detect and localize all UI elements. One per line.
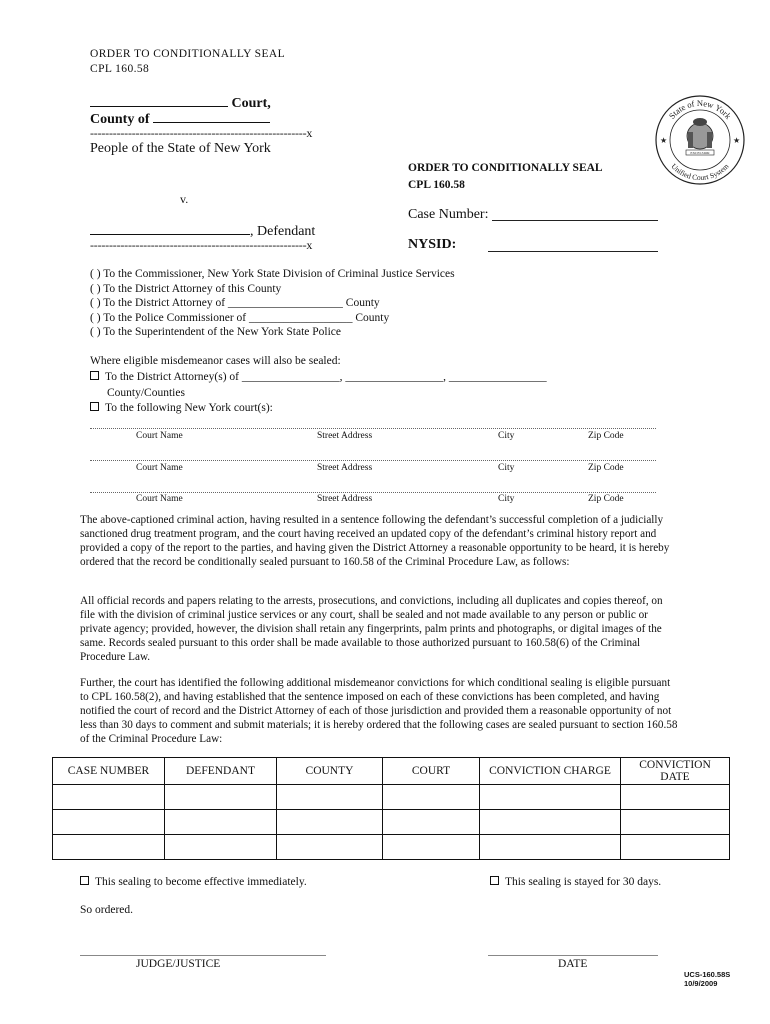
so-ordered: So ordered. [80,904,134,916]
nysid-label: NYSID: [408,237,457,252]
cases-table [52,757,730,860]
court-row-2-street: Street Address [317,494,373,504]
da-checkbox[interactable] [90,371,99,380]
effective-label: This sealing to become effective immediately. [95,876,307,888]
table-cell[interactable] [165,835,277,860]
table-cell[interactable] [165,785,277,810]
table-cell[interactable] [165,810,277,835]
col-conviction-charge: CONVICTION CHARGE [480,758,621,785]
table-cell[interactable] [621,835,730,860]
form-header-statute: CPL 160.58 [90,63,150,75]
court-row-1-name: Court Name [136,463,183,473]
da-row [90,371,547,383]
court-row-1-street: Street Address [317,463,373,473]
right-title: ORDER TO CONDITIONALLY SEAL [408,162,603,174]
court-row-0-city: City [498,431,515,441]
courts-checkbox[interactable] [90,402,99,411]
case-number-field[interactable] [492,220,658,221]
county-blank[interactable] [153,110,270,123]
table-cell[interactable] [383,835,480,860]
table-cell[interactable] [277,810,383,835]
stayed-row [490,876,661,888]
table-row [53,785,730,810]
stayed-checkbox[interactable] [490,876,499,885]
col-defendant: DEFENDANT [165,758,277,785]
svg-text:★: ★ [660,136,668,145]
table-cell[interactable] [480,835,621,860]
seal-banner: EXCELSIOR [690,151,710,155]
cases-table-header [53,758,730,785]
effective-checkbox[interactable] [80,876,89,885]
form-id: UCS-160.58S [684,970,731,979]
col-case-number: CASE NUMBER [53,758,165,785]
table-row [53,810,730,835]
table-cell[interactable] [383,810,480,835]
table-cell[interactable] [480,785,621,810]
courts-label: To the following New York court(s): [105,402,273,414]
court-row-1-line[interactable] [90,460,656,461]
judge-label: JUDGE/JUSTICE [136,958,221,970]
table-cell[interactable] [480,810,621,835]
recipient-item-4[interactable]: ( ) To the Superintendent of the New York State Police [90,326,341,338]
court-row-2-name: Court Name [136,494,183,504]
caption-separator-top: ---------------------------------------------------------x [90,126,313,140]
recipient-item-0[interactable]: ( ) To the Commissioner, New York State Division of Criminal Justice Services [90,268,455,280]
case-number-label: Case Number: [408,207,489,222]
courts-row [90,402,273,414]
table-cell[interactable] [621,810,730,835]
table-row [53,835,730,860]
court-suffix: Court, [231,96,271,111]
court-row-0-name: Court Name [136,431,183,441]
court-row-2-city: City [498,494,515,504]
col-conviction-date: CONVICTION DATE [621,758,730,785]
table-cell[interactable] [383,785,480,810]
recipient-item-3[interactable]: ( ) To the Police Commissioner of __________________ County [90,312,390,324]
table-cell[interactable] [621,785,730,810]
form-date: 10/9/2009 [684,979,718,988]
table-cell[interactable] [53,810,165,835]
defendant-suffix: , Defendant [250,224,316,239]
court-row-0-line[interactable] [90,428,656,429]
court-name-blank[interactable] [90,94,228,107]
date-signature-line[interactable] [488,955,658,956]
court-row-2-line[interactable] [90,492,656,493]
seal-bottom-text: Unified Court System [669,161,731,183]
paragraph-2: All official records and papers relating to the arrests, prosecutions, and convictions, including all duplicates and copies thereof, on file with the division of criminal justice services or any court, shall be sealed and not made available to any person or public or private agency; provided, however, the division shall retain any fingerprints, palm prints and photographs, or digital images of the same. Records sealed pursuant to this order shall be made available to those authorized pursuant to 160.58(6) of the Criminal Procedure Law. [80,595,663,663]
people-line: People of the State of New York [90,141,271,156]
table-cell[interactable] [53,835,165,860]
svg-text:★: ★ [733,136,741,145]
county-counties-label: County/Counties [107,387,185,399]
defendant-name-blank[interactable] [90,222,250,235]
effective-row [80,876,307,888]
seal-top-text: State of New York [666,98,734,121]
court-seal [652,92,748,193]
versus: v. [180,192,189,206]
court-row-2-zip: Zip Code [588,494,624,504]
caption-separator-bottom: ---------------------------------------------------------x [90,238,313,252]
court-row-0-street: Street Address [317,431,373,441]
col-court: COURT [383,758,480,785]
stayed-label: This sealing is stayed for 30 days. [505,876,662,888]
court-row-0-zip: Zip Code [588,431,624,441]
table-cell[interactable] [277,785,383,810]
recipient-item-2[interactable]: ( ) To the District Attorney of ____________________ County [90,297,380,309]
date-label: DATE [558,958,588,970]
county-label: County of [90,112,150,127]
court-row-1-city: City [498,463,515,473]
court-row-1-zip: Zip Code [588,463,624,473]
seal-icon [652,92,748,188]
nysid-field[interactable] [488,251,658,252]
case-number-row [408,207,488,223]
form-header-title: ORDER TO CONDITIONALLY SEAL [90,48,286,60]
table-cell[interactable] [277,835,383,860]
da-label: To the District Attorney(s) of _________________, _________________, _________________ [105,371,547,383]
paragraph-3: Further, the court has identified the following additional misdemeanor convictions for which conditional sealing is eligible pursuant to CPL 160.58(2), and having established that the sentence imposed on each of these convictions has been completed, and having notified the court of record and the District Attorney of each of those jurisdiction and provided them a reasonable opportunity of not less than 30 days to comment and submit materials; it is hereby ordered that the following cases are sealed pursuant to section 160.58 of the Criminal Procedure Law: [80,677,678,745]
table-cell[interactable] [53,785,165,810]
right-statute: CPL 160.58 [408,179,465,191]
col-county: COUNTY [277,758,383,785]
recipient-item-1[interactable]: ( ) To the District Attorney of this County [90,283,282,295]
judge-signature-line[interactable] [80,955,326,956]
paragraph-1: The above-captioned criminal action, having resulted in a sentence following the defendant’s successful completion of a judicially sanctioned drug treatment program, and the court having received an updated copy of the defendant’s criminal history report and provided a copy of the report to the parties, and having given the District Attorney a reasonable opportunity to be heard, it is hereby ordered that the record be conditionally sealed pursuant to 160.58 of the Criminal Procedure Law, as follows: [80,514,670,568]
misdemeanor-intro: Where eligible misdemeanor cases will also be sealed: [90,355,341,367]
